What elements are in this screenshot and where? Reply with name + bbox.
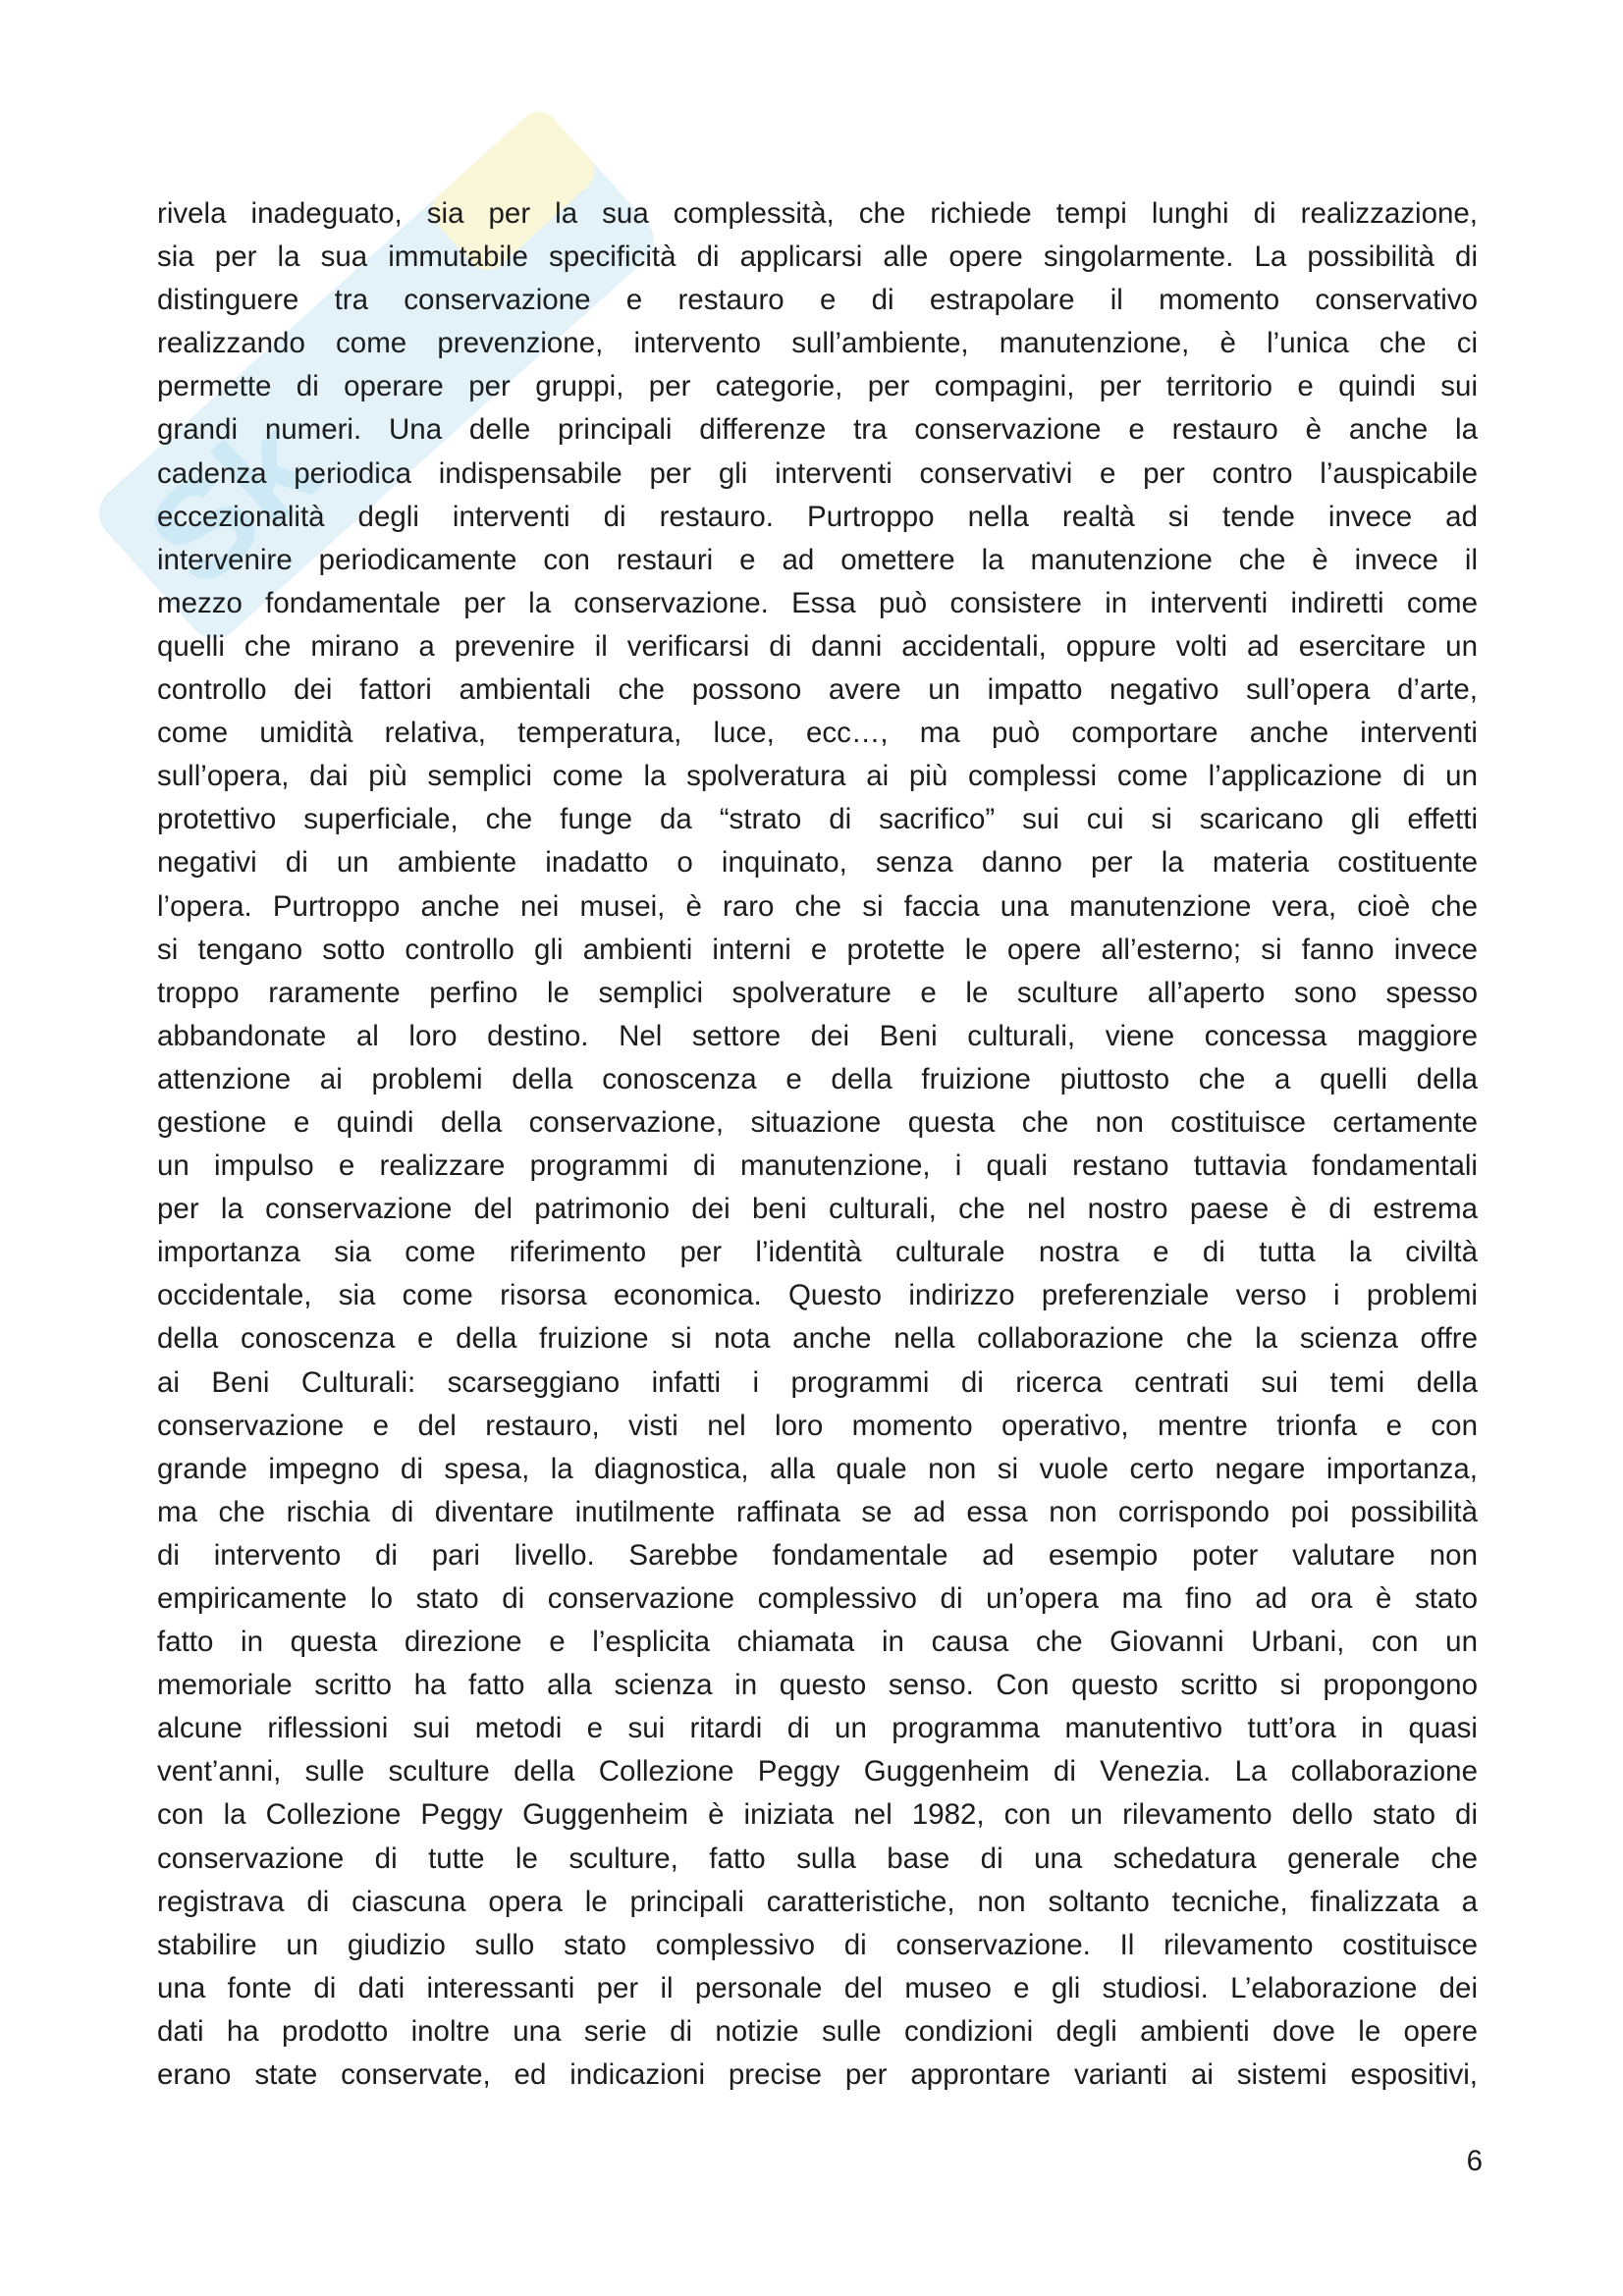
- body-line: protettivo superficiale, che funge da “strato di sacrifico” sui cui si scaricano gli effetti: [157, 803, 1478, 836]
- body-line: registrava di ciascuna opera le principali caratteristiche, non soltanto tecniche, finalizzata a: [157, 1885, 1478, 1918]
- body-line: un impulso e realizzare programmi di manutenzione, i quali restano tuttavia fondamentali: [157, 1149, 1478, 1183]
- body-line: eccezionalità degli interventi di restauro. Purtroppo nella realtà si tende invece ad: [157, 500, 1478, 533]
- body-line: stabilire un giudizio sullo stato complessivo di conservazione. Il rilevamento costituisce: [157, 1928, 1478, 1961]
- body-line: cadenza periodica indispensabile per gli interventi conservativi e per contro l’auspicabile: [157, 456, 1478, 490]
- body-line: dati ha prodotto inoltre una serie di notizie sulle condizioni degli ambienti dove le opere: [157, 2014, 1478, 2048]
- body-text: [157, 192, 1478, 2097]
- body-line: negativi di un ambiente inadatto o inquinato, senza danno per la materia costituente: [157, 846, 1478, 880]
- body-line: realizzando come prevenzione, intervento sull’ambiente, manutenzione, è l’unica che ci: [157, 327, 1478, 360]
- body-line: importanza sia come riferimento per l’identità culturale nostra e di tutta la civiltà: [157, 1236, 1478, 1269]
- body-line: con la Collezione Peggy Guggenheim è iniziata nel 1982, con un rilevamento dello stato di: [157, 1798, 1478, 1832]
- body-line: come umidità relativa, temperatura, luce, ecc…, ma può comportare anche interventi: [157, 717, 1478, 750]
- body-line: distinguere tra conservazione e restauro e di estrapolare il momento conservativo: [157, 284, 1478, 317]
- body-line: rivela inadeguato, sia per la sua complessità, che richiede tempi lunghi di realizzazione,: [157, 197, 1478, 230]
- body-line: fatto in questa direzione e l’esplicita chiamata in causa che Giovanni Urbani, con un: [157, 1626, 1478, 1659]
- body-line: ai Beni Culturali: scarseggiano infatti i programmi di ricerca centrati sui temi della: [157, 1365, 1478, 1399]
- body-line: per la conservazione del patrimonio dei beni culturali, che nel nostro paese è di estrema: [157, 1193, 1478, 1226]
- body-line: sia per la sua immutabile specificità di applicarsi alle opere singolarmente. La possibilità di: [157, 240, 1478, 274]
- body-line: vent’anni, sulle sculture della Collezione Peggy Guggenheim di Venezia. La collaborazione: [157, 1755, 1478, 1789]
- body-line: quelli che mirano a prevenire il verificarsi di danni accidentali, oppure volti ad esercitare un: [157, 629, 1478, 663]
- body-line: memoriale scritto ha fatto alla scienza in questo senso. Con questo scritto si propongono: [157, 1669, 1478, 1702]
- body-line: gestione e quindi della conservazione, situazione questa che non costituisce certamente: [157, 1105, 1478, 1139]
- body-line: conservazione e del restauro, visti nel loro momento operativo, mentre trionfa e con: [157, 1409, 1478, 1442]
- body-line: ma che rischia di diventare inutilmente raffinata se ad essa non corrispondo poi possibilità: [157, 1495, 1478, 1528]
- body-line: della conoscenza e della fruizione si nota anche nella collaborazione che la scienza offre: [157, 1322, 1478, 1356]
- body-line: attenzione ai problemi della conoscenza e della fruizione piuttosto che a quelli della: [157, 1062, 1478, 1095]
- page-number: 6: [1466, 2145, 1483, 2177]
- body-line: una fonte di dati interessanti per il personale del museo e gli studiosi. L’elaborazione dei: [157, 1971, 1478, 2004]
- body-line: empiricamente lo stato di conservazione complessivo di un’opera ma fino ad ora è stato: [157, 1582, 1478, 1615]
- body-line: occidentale, sia come risorsa economica. Questo indirizzo preferenziale verso i problemi: [157, 1279, 1478, 1312]
- body-line: abbandonate al loro destino. Nel settore dei Beni culturali, viene concessa maggiore: [157, 1019, 1478, 1052]
- body-line: erano state conservate, ed indicazioni precise per approntare varianti ai sistemi espositivi,: [157, 2058, 1478, 2092]
- body-line: intervenire periodicamente con restauri e ad omettere la manutenzione che è invece il: [157, 543, 1478, 576]
- body-line: permette di operare per gruppi, per categorie, per compagini, per territorio e quindi sui: [157, 370, 1478, 403]
- body-line: alcune riflessioni sui metodi e sui ritardi di un programma manutentivo tutt’ora in quasi: [157, 1712, 1478, 1745]
- body-line: sull’opera, dai più semplici come la spolveratura ai più complessi come l’applicazione di un: [157, 760, 1478, 793]
- body-line: di intervento di pari livello. Sarebbe fondamentale ad esempio poter valutare non: [157, 1538, 1478, 1572]
- body-line: si tengano sotto controllo gli ambienti interni e protette le opere all’esterno; si fanno invece: [157, 933, 1478, 966]
- body-line: grandi numeri. Una delle principali differenze tra conservazione e restauro è anche la: [157, 413, 1478, 447]
- body-line: troppo raramente perfino le semplici spolverature e le sculture all’aperto sono spesso: [157, 976, 1478, 1009]
- body-line: l’opera. Purtroppo anche nei musei, è raro che si faccia una manutenzione vera, cioè che: [157, 889, 1478, 923]
- body-line: conservazione di tutte le sculture, fatto sulla base di una schedatura generale che: [157, 1842, 1478, 1875]
- body-line: grande impegno di spesa, la diagnostica, alla quale non si vuole certo negare importanza,: [157, 1452, 1478, 1485]
- watermark-logo-text: Sk: [118, 388, 347, 615]
- body-line: mezzo fondamentale per la conservazione. Essa può consistere in interventi indiretti come: [157, 586, 1478, 619]
- body-line: controllo dei fattori ambientali che possono avere un impatto negativo sull’opera d’arte,: [157, 673, 1478, 707]
